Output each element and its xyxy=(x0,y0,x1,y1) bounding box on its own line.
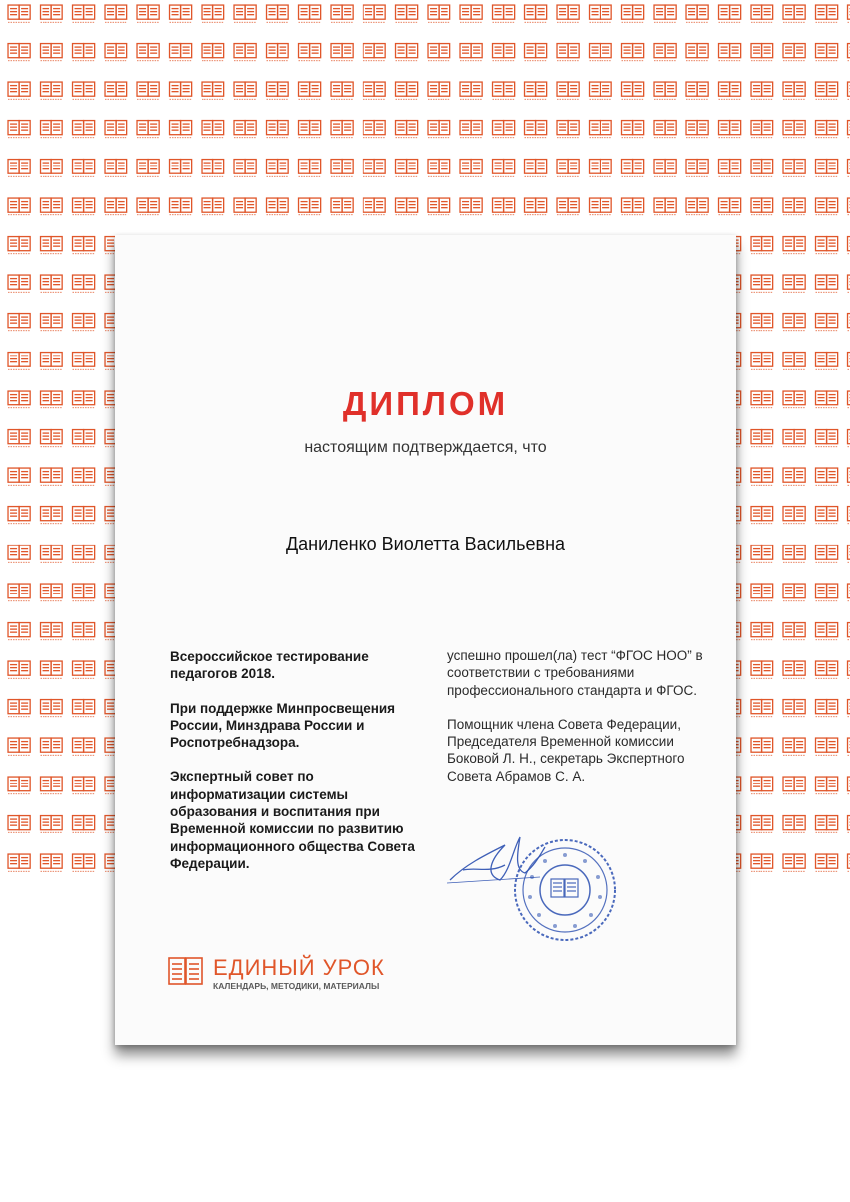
book-icon xyxy=(168,957,203,985)
diploma-title: ДИПЛОМ xyxy=(342,385,509,422)
logo-tagline: КАЛЕНДАРЬ, МЕТОДИКИ, МАТЕРИАЛЫ xyxy=(213,981,380,991)
seal-stamp-icon xyxy=(515,840,615,940)
organizers-paragraph: Экспертный совет по информатизации системы образования и воспитания при Временной комиссии по развитию информационного общества Совета Федерации. xyxy=(170,769,415,871)
signature-and-seal xyxy=(445,825,625,945)
organizers-paragraph: Всероссийское тестирование педагогов 2018. xyxy=(170,649,369,682)
recipient-name: Даниленко Виолетта Васильевна xyxy=(285,534,566,554)
organizers-text xyxy=(170,648,430,889)
organizers-paragraph: При поддержке Минпросвещения России, Минздрава России и Роспотребнадзора. xyxy=(170,700,396,751)
diploma-card xyxy=(115,235,736,1045)
logo xyxy=(168,955,428,995)
diploma-subtitle: настоящим подтверждается, что xyxy=(304,439,547,456)
result-text xyxy=(447,647,717,802)
logo-name: ЕДИНЫЙ УРОК xyxy=(213,955,385,980)
signatory-paragraph: Помощник члена Совета Федерации, Председателя Временной комиссии Боковой Л. Н., секретарь Экспертного Совета Абрамов С. А. xyxy=(447,716,685,784)
result-paragraph: успешно прошел(ла) тест “ФГОС НОО” в соответствии с требованиями профессионального стандарта и ФГОС. xyxy=(447,648,703,698)
